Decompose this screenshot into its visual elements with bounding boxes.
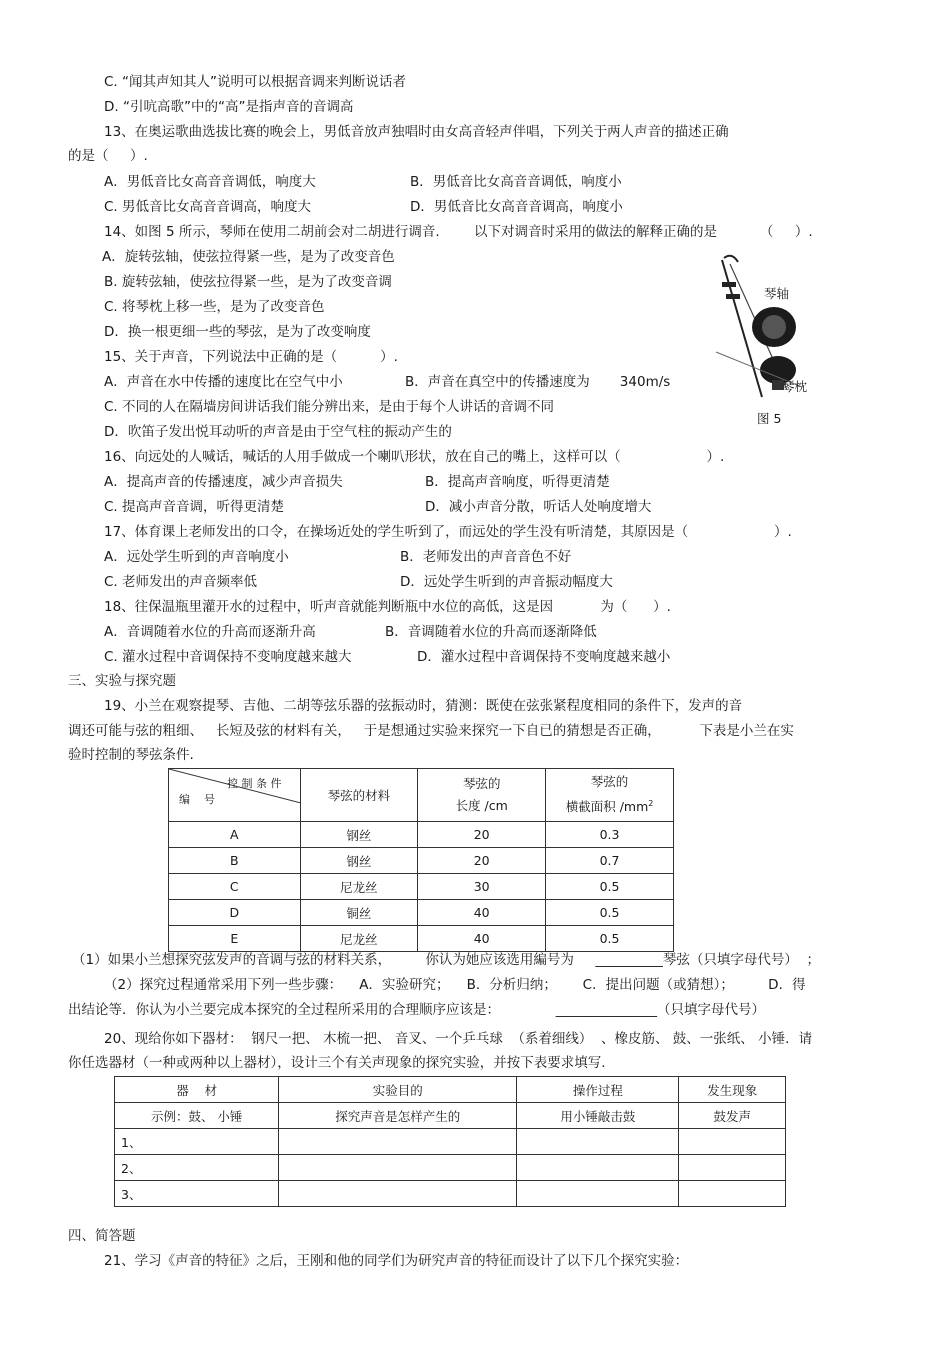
label-qinzhou: 琴轴 <box>764 286 790 301</box>
q13-option-d: D．男低音比女高音音调高，响度小 <box>410 199 623 215</box>
cell-length: 20 <box>418 822 546 848</box>
q18-option-c: C. 灌水过程中音调保持不变响度越来越大 <box>104 649 352 665</box>
diagonal-header-cell <box>169 769 301 822</box>
q15-option-b: B．声音在真空中的传播速度为 340m/s <box>405 374 671 390</box>
q16-option-c: C. 提高声音音调，听得更清楚 <box>104 499 285 515</box>
cell-area: 0.7 <box>546 848 674 874</box>
cell-material: 尼龙丝 <box>300 926 418 952</box>
erhu-figure <box>712 252 812 432</box>
q19-stem: 19、小兰在观察提琴、吉他、二胡等弦乐器的弦振动时，猜测：既使在弦张紧程度相同的条件下，发声的音 <box>104 698 743 714</box>
header-length-line1: 琴弦的 <box>462 776 501 791</box>
header-area-line1: 琴弦的 <box>590 774 629 790</box>
row-label: 2、 <box>115 1155 279 1181</box>
q13-option-a: A．男低音比女高音音调低，响度大 <box>104 174 316 190</box>
q17-option-d: D．远处学生听到的声音振动幅度大 <box>400 574 613 590</box>
answer-cell[interactable] <box>517 1181 679 1207</box>
q18-option-a: A．音调随着水位的升高而逐渐升高 <box>104 624 316 640</box>
q20-stem: 20、现给你如下器材： 钢尺一把、 木梳一把、 音叉、一个乒乓球 （系着细线） 、橡皮筋、 鼓、一张纸、 小锤．请 <box>104 1031 813 1047</box>
header-number: 编 号 <box>179 793 215 806</box>
cell-id: A <box>169 822 301 848</box>
header-control-conditions: 控 制 条 件 <box>227 777 282 790</box>
header-area <box>546 769 674 822</box>
section-3-heading: 三、实验与探究题 <box>68 673 176 689</box>
q16-option-b: B．提高声音响度，听得更清楚 <box>425 474 610 490</box>
q19-part-1: （1）如果小兰想探究弦发声的音调与弦的材料关系， 你认为她应该选用編号为 __________琴弦（只填字母代号） ； <box>72 952 820 968</box>
cell-material: 钢丝 <box>300 822 418 848</box>
table-row-example <box>115 1103 786 1129</box>
example-phenomenon: 鼓发声 <box>679 1103 786 1129</box>
table-row <box>169 926 674 952</box>
table-row <box>115 1155 786 1181</box>
table-row <box>115 1129 786 1155</box>
q18-stem: 18、往保温瓶里灌开水的过程中，听声音就能判断瓶中水位的高低，这是因 为（ ）. <box>104 599 671 615</box>
q18-option-d: D．灌水过程中音调保持不变响度越来越小 <box>417 649 671 665</box>
table-header-row <box>115 1077 786 1103</box>
header-phenomenon: 发生现象 <box>679 1077 786 1103</box>
header-procedure: 操作过程 <box>517 1077 679 1103</box>
answer-cell[interactable] <box>679 1181 786 1207</box>
q14-option-b: B. 旋转弦轴，使弦拉得紧一些，是为了改变音调 <box>104 274 392 290</box>
q13-option-b: B．男低音比女高音音调低，响度小 <box>410 174 622 190</box>
answer-cell[interactable] <box>279 1181 517 1207</box>
example-procedure: 用小锤敲击鼓 <box>517 1103 679 1129</box>
table-row <box>169 874 674 900</box>
table-row <box>169 822 674 848</box>
header-area-line2 <box>546 793 673 818</box>
q17-option-b: B．老师发出的声音音色不好 <box>400 549 572 565</box>
answer-cell[interactable] <box>517 1129 679 1155</box>
cell-id: D <box>169 900 301 926</box>
q19-part-2: （2）探究过程通常采用下列一些步骤： A．实验研究； B．分析归纳； C．提出问题（或猜想）； D．得 <box>104 977 806 993</box>
answer-cell[interactable] <box>279 1155 517 1181</box>
header-area-unit-exp: 2 <box>648 799 654 809</box>
header-equipment: 器 材 <box>115 1077 279 1103</box>
cell-area: 0.5 <box>546 900 674 926</box>
string-conditions-table <box>168 768 674 952</box>
cell-material: 钢丝 <box>300 848 418 874</box>
cell-length: 20 <box>418 848 546 874</box>
header-length-line2: 长度 /cm <box>455 798 508 813</box>
row-label: 1、 <box>115 1129 279 1155</box>
q13-stem: 13、在奥运歌曲选拔比赛的晚会上，男低音放声独唱时由女高音轻声伴唱，下列关于两人声音的描述正确 <box>104 124 729 140</box>
q16-option-a: A．提高声音的传播速度，减少声音损失 <box>104 474 343 490</box>
q14-stem: 14、如图 5 所示，琴师在使用二胡前会对二胡进行调音. 以下对调音时采用的做法的解释正确的是 （ ）. <box>104 224 813 240</box>
q17-option-c: C. 老师发出的声音频率低 <box>104 574 258 590</box>
cell-length: 40 <box>418 926 546 952</box>
cell-length: 40 <box>418 900 546 926</box>
q19-part-2-cont: 出结论等．你认为小兰要完成本探究的全过程所采用的合理顺序应该是： _______________（只填字母代号） <box>68 1002 766 1018</box>
q21-stem: 21、学习《声音的特征》之后，王刚和他的同学们为研究声音的特征而设计了以下几个探究实验： <box>104 1253 689 1269</box>
q15-option-d: D．吹笛子发出悦耳动听的声音是由于空气柱的振动产生的 <box>104 424 452 440</box>
header-material: 琴弦的材料 <box>300 769 418 822</box>
answer-cell[interactable] <box>679 1155 786 1181</box>
q16-option-d: D．减小声音分散，听话人处响度增大 <box>425 499 652 515</box>
cell-length: 30 <box>418 874 546 900</box>
q15-option-a: A．声音在水中传播的速度比在空气中小 <box>104 374 343 390</box>
experiment-design-table <box>114 1076 786 1207</box>
cell-area: 0.3 <box>546 822 674 848</box>
section-4-heading: 四、简答题 <box>68 1228 136 1244</box>
cell-area: 0.5 <box>546 926 674 952</box>
q17-stem: 17、体育课上老师发出的口令，在操场近处的学生听到了，而远处的学生没有听清楚，其原因是（ ）. <box>104 524 792 540</box>
q14-option-c: C. 将琴枕上移一些，是为了改变音色 <box>104 299 325 315</box>
q18-option-b: B．音调随着水位的升高而逐渐降低 <box>385 624 597 640</box>
label-qinzhen: 琴枕 <box>782 379 808 394</box>
q13-option-c: C. 男低音比女高音音调高，响度大 <box>104 199 312 215</box>
header-length <box>418 769 546 822</box>
cell-material: 铜丝 <box>300 900 418 926</box>
q14-option-a: A．旋转弦轴，使弦拉得紧一些，是为了改变音色 <box>102 249 395 265</box>
answer-cell[interactable] <box>517 1155 679 1181</box>
table-row <box>115 1181 786 1207</box>
q16-stem: 16、向远处的人喊话，喊话的人用手做成一个喇叭形状，放在自己的嘴上，这样可以（ ）. <box>104 449 725 465</box>
row-label: 3、 <box>115 1181 279 1207</box>
table-row <box>169 848 674 874</box>
q12-option-d: D. “引吭高歌”中的“高”是指声音的音调高 <box>104 99 354 115</box>
table-row <box>169 900 674 926</box>
q12-option-c: C. “闻其声知其人”说明可以根据音调来判断说话者 <box>104 74 406 90</box>
cell-id: C <box>169 874 301 900</box>
q19-stem-cont: 调还可能与弦的粗细、 长短及弦的材料有关， 于是想通过实验来探究一下自已的猜想是否正确， 下表是小兰在实 <box>68 723 794 739</box>
q15-stem: 15、关于声音，下列说法中正确的是（ ）. <box>104 349 398 365</box>
header-purpose: 实验目的 <box>279 1077 517 1103</box>
q13-stem-cont: 的是（ ）. <box>68 148 148 164</box>
cell-id: E <box>169 926 301 952</box>
q19-stem-end: 验时控制的琴弦条件. <box>68 747 194 763</box>
q20-stem-cont: 你任选器材（一种或两种以上器材），设计三个有关声现象的探究实验，并按下表要求填写. <box>68 1055 606 1071</box>
cell-material: 尼龙丝 <box>300 874 418 900</box>
header-area-text: 横截面积 /mm <box>565 799 649 815</box>
cell-area: 0.5 <box>546 874 674 900</box>
figure-caption: 图 5 <box>757 411 782 426</box>
answer-cell[interactable] <box>279 1129 517 1155</box>
q15-option-c: C. 不同的人在隔墙房间讲话我们能分辨出来，是由于每个人讲话的音调不同 <box>104 399 555 415</box>
answer-cell[interactable] <box>679 1129 786 1155</box>
cell-id: B <box>169 848 301 874</box>
example-purpose: 探究声音是怎样产生的 <box>279 1103 517 1129</box>
example-equipment: 示例：鼓、 小锤 <box>115 1103 279 1129</box>
q17-option-a: A．远处学生听到的声音响度小 <box>104 549 289 565</box>
q14-option-d: D．换一根更细一些的琴弦，是为了改变响度 <box>104 324 371 340</box>
